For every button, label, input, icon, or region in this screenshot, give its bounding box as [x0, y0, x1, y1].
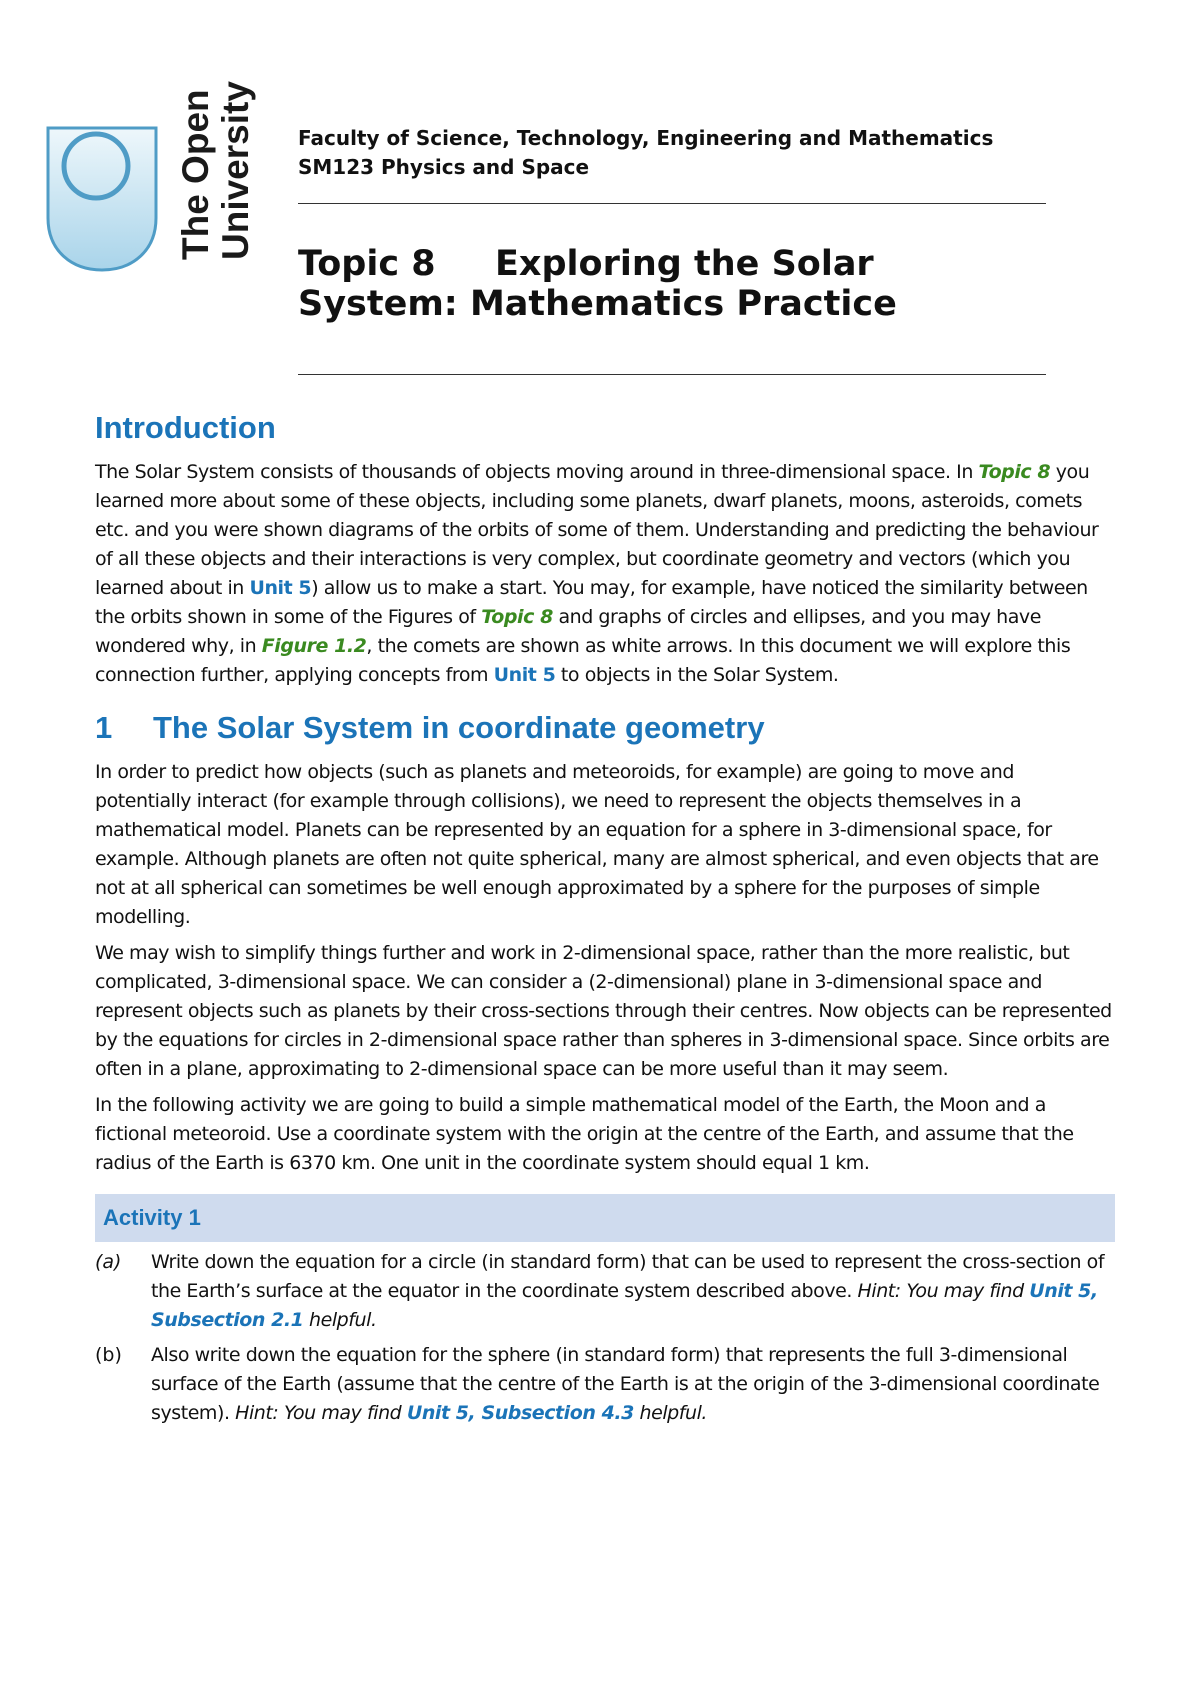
title-line-1: Exploring the Solar — [495, 244, 874, 284]
section-1-paragraph-2: We may wish to simplify things further and work in 2-dimensional space, rather than the more realistic, but complicated, 3-dimensional space. We can consider a (2-dimensional) plane in 3-dimensional space and represent objects such as planets by their cross-sections through their centres. Now objects can be represented by the equations for circles in 2-dimensional space rather than spheres in 3-dimensional space. Since orbits are often in a plane, approximating to 2-dimensional space can be more useful than it may seem. — [95, 942, 1112, 1080]
title-topic-number: Topic 8 — [298, 244, 436, 284]
introduction-paragraph: The Solar System consists of thousands of objects moving around in three-dimensional space. In Topic 8 you learned more about some of these objects, including some planets, dwarf planets, moons, asteroids, comets etc. and you were shown diagrams of the orbits of some of them. Understanding and predicting the behaviour of all these objects and their interactions is very complex, but coordinate geometry and vectors (which you learned about in Unit 5) allow us to make a start. You may, for example, have noticed the similarity between the orbits shown in some of the Figures of Topic 8 and graphs of circles and ellipses, and you may have wondered why, in Figure 1.2, the comets are shown as white arrows. In this document we will explore this connection further, applying concepts from Unit 5 to objects in the Solar System. — [95, 461, 1099, 686]
course-header — [298, 124, 1058, 182]
activity-1-part-a — [95, 1248, 1115, 1335]
unit-5-link[interactable]: Unit 5 — [1029, 1280, 1091, 1302]
title-line-2: System: Mathematics Practice — [298, 284, 897, 324]
activity-1-part-b — [95, 1341, 1115, 1428]
part-b-label: (b) — [95, 1344, 122, 1366]
section-1-paragraph-1: In order to predict how objects (such as planets and meteoroids, for example) are going to move and potentially interact (for example through collisions), we need to represent the objects themselves in a mathematical model. Planets can be represented by an equation for a sphere in 3-dimensional space, for example. Although planets are often not quite spherical, many are almost spherical, and even objects that are not at all spherical can sometimes be well enough approximated by a sphere for the purposes of simple modelling. — [95, 761, 1099, 928]
document-body — [95, 410, 1115, 1428]
topic-8-link[interactable]: Topic 8 — [978, 461, 1051, 483]
faculty-name: Faculty of Science, Technology, Engineering and Mathematics — [298, 126, 994, 150]
open-university-wordmark: The Open University — [175, 81, 256, 260]
figure-1-2-link[interactable]: Figure 1.2 — [261, 635, 367, 657]
section-1-heading: 1 The Solar System in coordinate geometry — [95, 710, 765, 745]
course-name: SM123 Physics and Space — [298, 155, 590, 179]
part-a-text: Write down the equation for a circle (in standard form) that can be used to represent the cross-section of the Earth’s surface at the equator in the coordinate system described above. Hint: You may find Unit 5, Subsection 2.1 helpful. — [151, 1251, 1105, 1331]
section-1-paragraph-3: In the following activity we are going to build a simple mathematical model of the Earth, the Moon and a fictional meteoroid. Use a coordinate system with the origin at the centre of the Earth, and assume that the radius of the Earth is 6370 km. One unit in the coordinate system should equal 1 km. — [95, 1094, 1074, 1174]
unit-5-link[interactable]: Unit 5 — [493, 664, 556, 686]
part-a-label: (a) — [95, 1251, 122, 1273]
introduction-heading: Introduction — [95, 410, 276, 445]
unit-5-link[interactable]: Unit 5 — [249, 577, 312, 599]
activity-1-header: Activity 1 — [95, 1194, 1115, 1242]
subsection-2-1-link[interactable]: Subsection 2.1 — [151, 1309, 304, 1331]
subsection-4-3-link[interactable]: Subsection 4.3 — [481, 1402, 634, 1424]
unit-5-link[interactable]: Unit 5 — [406, 1402, 469, 1424]
header-divider-top — [298, 203, 1046, 204]
topic-8-link[interactable]: Topic 8 — [481, 606, 553, 628]
document-title — [298, 244, 1058, 324]
part-b-text: Also write down the equation for the sphere (in standard form) that represents the full 3-dimensional surface of the Earth (assume that the centre of the Earth is at the origin of the 3-dimensional coordinate system). Hint: You may find Unit 5, Subsection 4.3 helpful. — [151, 1344, 1100, 1424]
header-divider-bottom — [298, 374, 1046, 375]
